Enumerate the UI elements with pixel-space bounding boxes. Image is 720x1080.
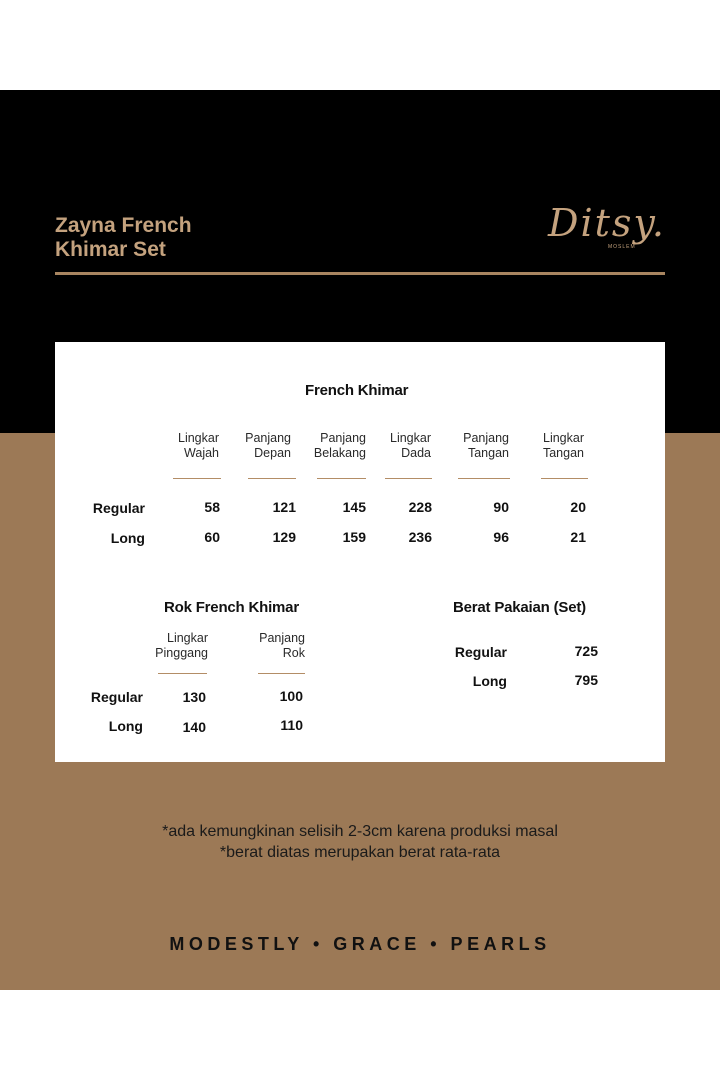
khimar-col-header: Panjang Depan — [245, 431, 291, 460]
header-underline — [258, 673, 305, 674]
brand-logo — [548, 200, 668, 258]
khimar-col-header: Lingkar Wajah — [178, 431, 219, 460]
header-underline — [458, 478, 510, 479]
logo-wordmark: Ditsy. — [548, 201, 666, 245]
row-label: Long — [110, 530, 145, 546]
cell-value: 110 — [280, 717, 303, 733]
cell-value: 725 — [574, 643, 598, 659]
row-label: Regular — [454, 644, 507, 660]
size-chart-card — [55, 342, 665, 762]
cell-value: 159 — [342, 529, 366, 545]
khimar-col-header: Lingkar Dada — [390, 431, 431, 460]
weight-note: *berat diatas merupakan berat rata-rata — [219, 844, 501, 861]
cell-value: 96 — [493, 529, 509, 545]
header-underline — [158, 673, 207, 674]
header-underline — [248, 478, 296, 479]
khimar-col-header: Panjang Tangan — [463, 431, 509, 460]
cell-value: 90 — [493, 499, 509, 515]
product-title-line1: Zayna French — [55, 214, 192, 237]
cell-value: 130 — [182, 689, 206, 705]
cell-value: 58 — [204, 499, 220, 515]
product-title-line2: Khimar Set — [55, 238, 166, 261]
row-label: Long — [108, 718, 143, 734]
cell-value: 795 — [574, 672, 598, 688]
rok-title: Rok French Khimar — [164, 599, 299, 616]
khimar-title: French Khimar — [305, 382, 409, 399]
khimar-col-header: Lingkar Tangan — [542, 431, 584, 460]
cell-value: 21 — [570, 529, 586, 545]
disclaimer-note: *ada kemungkinan selisih 2-3cm karena produksi masal — [162, 823, 558, 840]
product-title — [55, 214, 192, 262]
khimar-col-header: Panjang Belakang — [313, 431, 366, 460]
row-label: Regular — [90, 689, 143, 705]
header-underline — [317, 478, 366, 479]
cell-value: 100 — [279, 688, 303, 704]
cell-value: 145 — [342, 499, 366, 515]
cell-value: 228 — [408, 499, 432, 515]
cell-value: 20 — [570, 499, 586, 515]
cell-value: 60 — [204, 529, 220, 545]
row-label: Regular — [92, 500, 145, 516]
rok-col-header: Panjang Rok — [259, 631, 305, 660]
brand-tagline: MODESTLY • GRACE • PEARLS — [169, 934, 551, 954]
cell-value: 121 — [272, 499, 296, 515]
header-underline — [541, 478, 588, 479]
logo-subtext: MOSLEM — [608, 244, 636, 250]
cell-value: 236 — [408, 529, 432, 545]
berat-title: Berat Pakaian (Set) — [453, 599, 586, 616]
cell-value: 129 — [272, 529, 296, 545]
title-divider — [55, 272, 665, 275]
rok-col-header: Lingkar Pinggang — [155, 631, 208, 660]
header-underline — [173, 478, 221, 479]
row-label: Long — [472, 673, 507, 689]
cell-value: 140 — [182, 719, 206, 735]
header-underline — [385, 478, 432, 479]
